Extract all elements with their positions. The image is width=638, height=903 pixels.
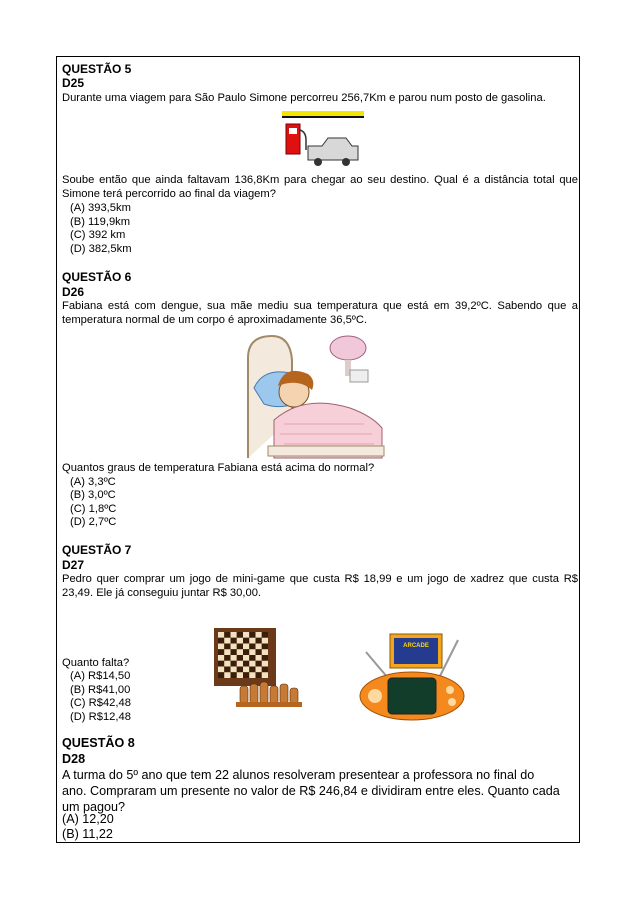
option-a: (A) 3,3ºC (70, 476, 116, 488)
option-b: (B) R$41,00 (70, 684, 131, 696)
question-6-code: D26 (62, 285, 85, 299)
question-8-title: QUESTÃO 8 (62, 736, 135, 750)
option-a: (A) 393,5km (70, 202, 131, 214)
question-5-text: Durante uma viagem para São Paulo Simone percorreu 256,7Km e parou num posto de gasolina. (62, 92, 546, 104)
option-d: (D) R$12,48 (70, 711, 131, 723)
question-8-code: D28 (62, 752, 86, 766)
question-6-title: QUESTÃO 6 (62, 270, 132, 284)
option-d: (D) 382,5km (70, 243, 132, 255)
option-a: (A) R$14,50 (70, 670, 131, 682)
question-7-text: Pedro quer comprar um jogo de mini-game que custa R$ 18,99 e um jogo de xadrez que custa R$ 23,49. Ele já conseguiu juntar R$ 30,00. (62, 573, 578, 599)
option-b: (B) 119,9km (70, 216, 131, 228)
question-5-title: QUESTÃO 5 (62, 62, 132, 76)
sick-girl-in-bed-illustration (244, 328, 392, 460)
svg-text:ARCADE: ARCADE (403, 643, 429, 649)
question-6-prompt: Quantos graus de temperatura Fabiana está acima do normal? (62, 462, 375, 474)
option-c: (C) 392 km (70, 229, 126, 241)
question-5-code: D25 (62, 76, 85, 90)
option-c: (C) R$42,48 (70, 697, 131, 709)
option-a: (A) 12,20 (62, 812, 114, 826)
chess-set-illustration (212, 626, 306, 712)
option-b: (B) 11,22 (62, 827, 113, 841)
question-5-prompt: Soube então que ainda faltavam 136,8Km para chegar ao seu destino. Qual é a distância total que Simone terá percorrido ao final da viagem? (62, 174, 578, 200)
question-6-text: Fabiana está com dengue, sua mãe mediu sua temperatura que está em 39,2ºC. Sabendo que a temperatura normal de um corpo é aproximadamente 36,5ºC. (62, 300, 578, 326)
option-c: (C) 1,8ºC (70, 503, 117, 515)
question-7-code: D27 (62, 558, 85, 572)
question-8-text: A turma do 5º ano que tem 22 alunos resolveram presentear a professora no final do ano. Compraram um presente no valor de R$ 246,84 e dividiram entre eles. Quanto cada um pagou? (62, 768, 560, 814)
option-d: (D) 2,7ºC (70, 516, 117, 528)
handheld-game-illustration (358, 616, 466, 724)
question-7-prompt: Quanto falta? (62, 657, 130, 669)
gas-station-car-illustration (282, 108, 366, 170)
question-7-title: QUESTÃO 7 (62, 543, 132, 557)
option-b: (B) 3,0ºC (70, 489, 116, 501)
